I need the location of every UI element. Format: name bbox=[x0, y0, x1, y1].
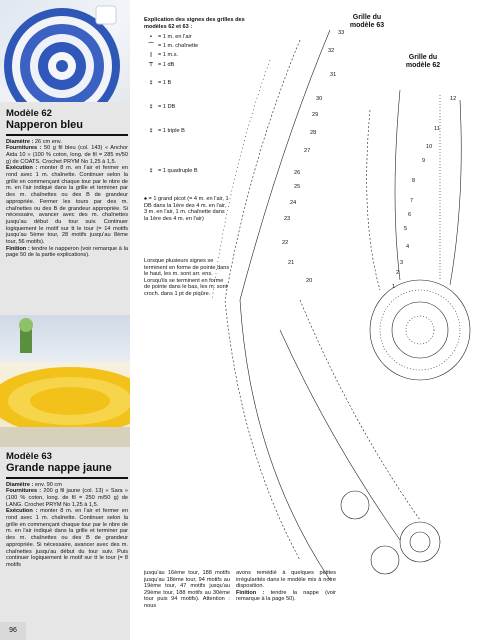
row-number: 2 bbox=[396, 270, 400, 276]
row-number: 28 bbox=[310, 130, 317, 136]
bottom-column-2: avons remédié à quelques petites irrégularités dans le modèle mis à notre disposition. Finition : tendre la nappe (voir remarque à la page 50). bbox=[236, 570, 336, 603]
row-number: 24 bbox=[290, 200, 297, 206]
legend-item-treble: ‡ = 1 DB bbox=[149, 104, 176, 110]
legend-item-slip-stitch: ⌒ = 1 m. chaînette bbox=[148, 43, 199, 49]
row-number: 29 bbox=[312, 112, 319, 118]
model-63-label: Modèle 63 bbox=[6, 451, 52, 462]
model-63-title: Grande nappe jaune bbox=[6, 462, 112, 474]
blue-doily-photo bbox=[0, 0, 130, 102]
legend-item-double: ‡ = 1 B bbox=[149, 80, 172, 86]
legend-item-quadruple: ‡ = 1 quadruple B bbox=[149, 168, 198, 174]
legend-item-single-crochet: | = 1 m.s. bbox=[150, 52, 179, 58]
grid-62-chart bbox=[367, 90, 470, 380]
model-62-section bbox=[6, 108, 128, 259]
row-number: 11 bbox=[434, 126, 440, 132]
page-number: 96 bbox=[0, 622, 26, 640]
row-number: 30 bbox=[316, 96, 323, 102]
legend-item-half-double: ⊤ = 1 dB bbox=[148, 62, 175, 68]
legend-title: Explication des signes des grilles des modèles 62 et 63 : bbox=[144, 17, 245, 30]
divider bbox=[6, 477, 128, 479]
yellow-tablecloth-photo bbox=[0, 315, 130, 447]
bottom-column-1: jusqu'au 16ème tour, 188 motifs jusqu'au 18ème tour, 94 motifs au 19ème tour, 47 motifs jusqu'au 29ème tour, 188 motifs au 30ème tour puis 94 motifs). Attention : nous bbox=[144, 570, 230, 609]
grid-63-label: Grille du modèle 63 bbox=[349, 14, 385, 29]
legend-item-chain: • = 1 m. en l'air bbox=[150, 34, 192, 40]
model-62-instructions: Diamètre : 26 cm env. Fournitures : 50 g fil bleu (col. 143) « Anchor Aida 10 » (100 % coton, long. de fil = 285 m/50 g) de COATS. Crochet PRYM No 1,25 à 1,5. Exécution : monter 8 m. en l'air et fermer en rond avec 1 m. chaînette. Continuer selon la grille en commençant chaque tour par le nbre de m. en l'air indiqué dans la grille et terminer par des m. chaînettes ou des B de grandeur appropriée. Fermer les tours par des m. chaînettes ou des B de grandeur appropriée. Si nécessaire, avancer avec des m. chaînettes jusqu'au début du tour suiv. Continuer logiquement le motif sur tt le tour (= 14 motifs jusqu'au 5ème tour, 28 motifs jusqu'au 8ème tour, 56 motifs). Finition : tendre le napperon (voir remarque à la page 50 de la partie explications). bbox=[6, 138, 129, 259]
divider bbox=[6, 134, 128, 136]
row-number: 3 bbox=[400, 260, 404, 266]
grid-62-label: Grille du modèle 62 bbox=[405, 54, 441, 69]
yellow-tablecloth-image bbox=[0, 315, 130, 447]
row-number: 6 bbox=[408, 212, 412, 218]
row-number: 21 bbox=[288, 260, 295, 266]
row-number: 31 bbox=[330, 72, 337, 78]
row-number: 25 bbox=[294, 184, 301, 190]
model-62-label: Modèle 62 bbox=[6, 108, 52, 119]
row-number: 4 bbox=[406, 244, 410, 250]
row-number: 7 bbox=[410, 198, 414, 204]
blue-doily-image bbox=[0, 0, 130, 102]
grid-63-chart bbox=[212, 30, 440, 580]
row-number: 10 bbox=[426, 144, 433, 150]
row-number: 5 bbox=[404, 226, 408, 232]
row-number: 27 bbox=[304, 148, 311, 154]
legend-picot: ♠ = 1 grand picot (= 4 m. en l'air, 1 DB dans la 1ère des 4 m. en l'air, 3 m. en l'air, 1 m. chaînette dans la 1ère des 4 m. en l'air) bbox=[144, 196, 229, 222]
row-number: 20 bbox=[306, 278, 313, 284]
legend-item-triple: ‡ = 1 triple B bbox=[149, 128, 185, 134]
row-number: 1 bbox=[392, 284, 396, 290]
row-number: 32 bbox=[328, 48, 335, 54]
model-63-instructions: Diamètre : env. 90 cm Fournitures : 200 g fil jaune (col. 13) « Sara » (100 % coton, long. de fil = 250 m/50 g) de LANG. Crochet PRYM No 1,25 à 1,5. Exécution : monter 8 m. en l'air et fermer en rond avec 1 m. chaînette. Continuer selon la grille en commençant chaque tour par le nbre de m. en l'air indiqué dans la grille et terminer par des m. chaînettes ou des B de grandeur appropriée. Si nécessaire, avancer avec des m. chaînettes jusqu'au début du tour suiv. Puis continuer logiquement le motif sur tt le tour (= 8 motifs bbox=[6, 481, 128, 568]
row-number: 26 bbox=[294, 170, 301, 176]
legend-note: Lorsque plusieurs signes se terminent en forme de pointe dans le haut, les m. sont arr. ens. Lorsqu'ils se terminent en forme de pointe dans le bas, les m. sont croch. dans 1 pt de piqûre. bbox=[144, 258, 230, 297]
row-number: 8 bbox=[412, 178, 416, 184]
row-number: 9 bbox=[422, 158, 426, 164]
model-63-section bbox=[6, 451, 128, 569]
row-number: 23 bbox=[284, 216, 291, 222]
row-number: 33 bbox=[338, 30, 345, 36]
model-62-title: Napperon bleu bbox=[6, 119, 84, 131]
row-number: 12 bbox=[450, 96, 457, 102]
row-number: 22 bbox=[282, 240, 289, 246]
